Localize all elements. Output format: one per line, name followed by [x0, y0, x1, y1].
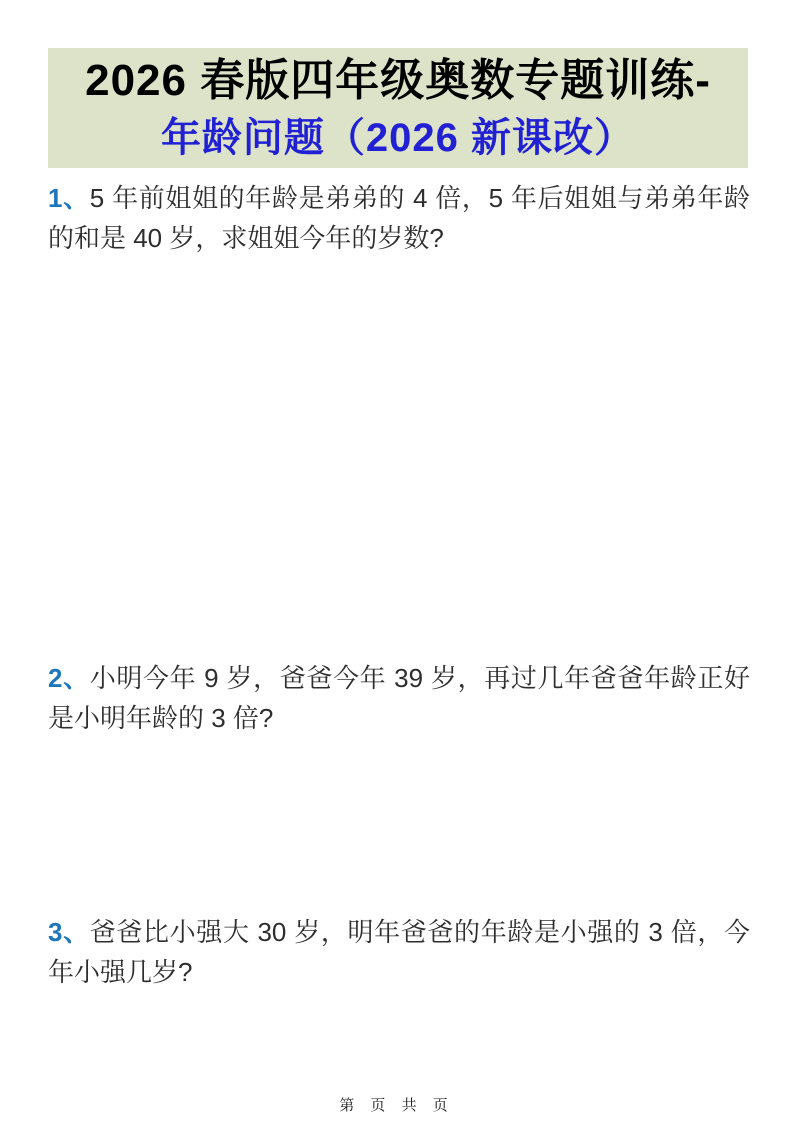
question-1 — [48, 178, 750, 258]
header-title-line2: 年龄问题（2026 新课改） — [160, 116, 636, 160]
question-2-text: 小明今年 9 岁，爸爸今年 39 岁，再过几年爸爸年龄正好是小明年龄的 3 倍? — [48, 663, 750, 733]
question-2 — [48, 658, 750, 738]
question-3 — [48, 912, 750, 992]
header-title-line1: 2026 春版四年级奥数专题训练- — [85, 56, 711, 105]
footer-page-label: 第 页 共 页 — [339, 1097, 454, 1114]
worksheet-header — [48, 48, 748, 168]
question-1-text: 5 年前姐姐的年龄是弟弟的 4 倍，5 年后姐姐与弟弟年龄的和是 40 岁，求姐姐今年的岁数? — [48, 183, 750, 253]
question-1-number: 1、 — [48, 183, 90, 213]
question-2-number: 2、 — [48, 663, 90, 693]
question-3-text: 爸爸比小强大 30 岁，明年爸爸的年龄是小强的 3 倍，今年小强几岁? — [48, 917, 750, 987]
page-footer — [0, 1094, 793, 1115]
question-3-number: 3、 — [48, 917, 90, 947]
